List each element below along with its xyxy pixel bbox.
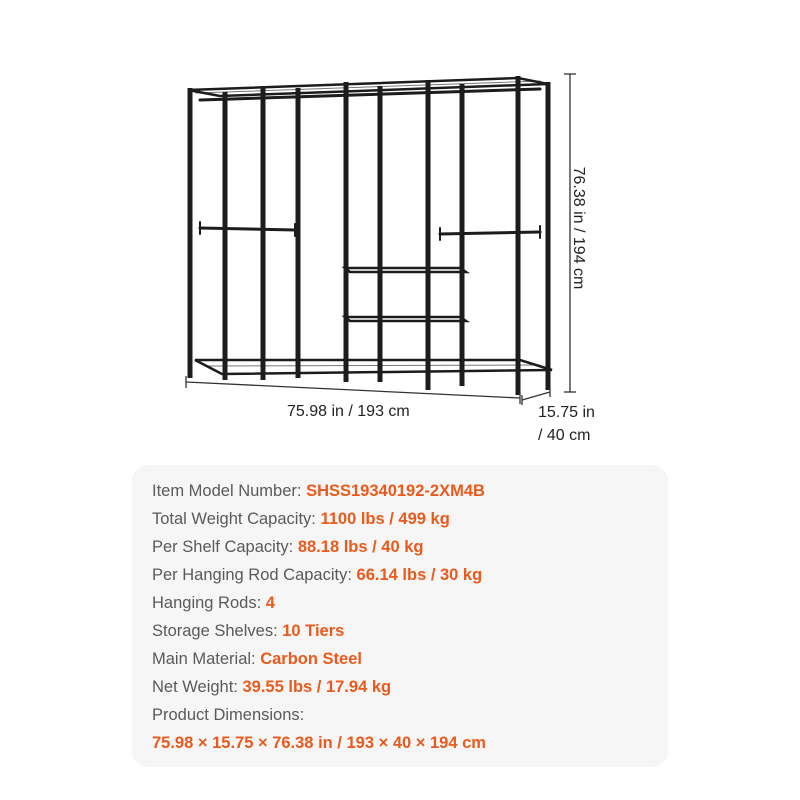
height-dimension-label: 76.38 in / 194 cm <box>570 166 587 290</box>
spec-list <box>152 477 486 757</box>
spec-value: 10 Tiers <box>282 622 345 640</box>
spec-row-main-material <box>152 645 486 673</box>
bottom-shelf <box>195 360 552 374</box>
spec-row-hanging-rods <box>152 589 486 617</box>
spec-label: Per Hanging Rod Capacity: <box>152 566 357 584</box>
spec-row-per-rod-capacity <box>152 561 486 589</box>
spec-value: SHSS19340192-2XM4B <box>306 482 485 500</box>
spec-value: 66.14 lbs / 30 kg <box>356 566 483 584</box>
spec-value: 88.18 lbs / 40 kg <box>297 538 424 556</box>
spec-label: Item Model Number: <box>152 482 307 500</box>
spec-value: 1100 lbs / 499 kg <box>320 510 450 528</box>
spec-label: Hanging Rods: <box>152 594 266 612</box>
spec-label: Product Dimensions: <box>152 706 305 724</box>
rack-posts <box>190 76 548 395</box>
right-hanging-rod <box>440 232 540 234</box>
spec-value: 75.98 × 15.75 × 76.38 in / 193 × 40 × 194 cm <box>152 734 486 752</box>
spec-row-per-shelf-capacity <box>152 533 486 561</box>
width-dimension-label: 75.98 in / 193 cm <box>287 403 410 420</box>
spec-row-storage-shelves <box>152 617 486 645</box>
spec-label: Net Weight: <box>152 678 243 696</box>
spec-label: Main Material: <box>152 650 261 668</box>
spec-label: Total Weight Capacity: <box>152 510 321 528</box>
left-hanging-rod <box>200 228 295 230</box>
spec-value: 39.55 lbs / 17.94 kg <box>242 678 392 696</box>
spec-row-product-dimensions-value <box>152 729 486 757</box>
spec-value: 4 <box>265 594 275 612</box>
center-shelf-1 <box>345 268 466 272</box>
spec-row-net-weight <box>152 673 486 701</box>
spec-label: Storage Shelves: <box>152 622 283 640</box>
spec-row-product-dimensions-label <box>152 701 486 729</box>
width-dimension-line <box>186 376 520 404</box>
depth-dimension-label-cm: / 40 cm <box>538 427 591 444</box>
spec-row-model-number <box>152 477 486 505</box>
spec-label: Per Shelf Capacity: <box>152 538 298 556</box>
depth-dimension-label-in: 15.75 in <box>538 404 595 421</box>
center-shelf-2 <box>345 317 466 321</box>
spec-row-total-weight-capacity <box>152 505 486 533</box>
spec-value: Carbon Steel <box>260 650 362 668</box>
rack-frame <box>188 78 552 374</box>
